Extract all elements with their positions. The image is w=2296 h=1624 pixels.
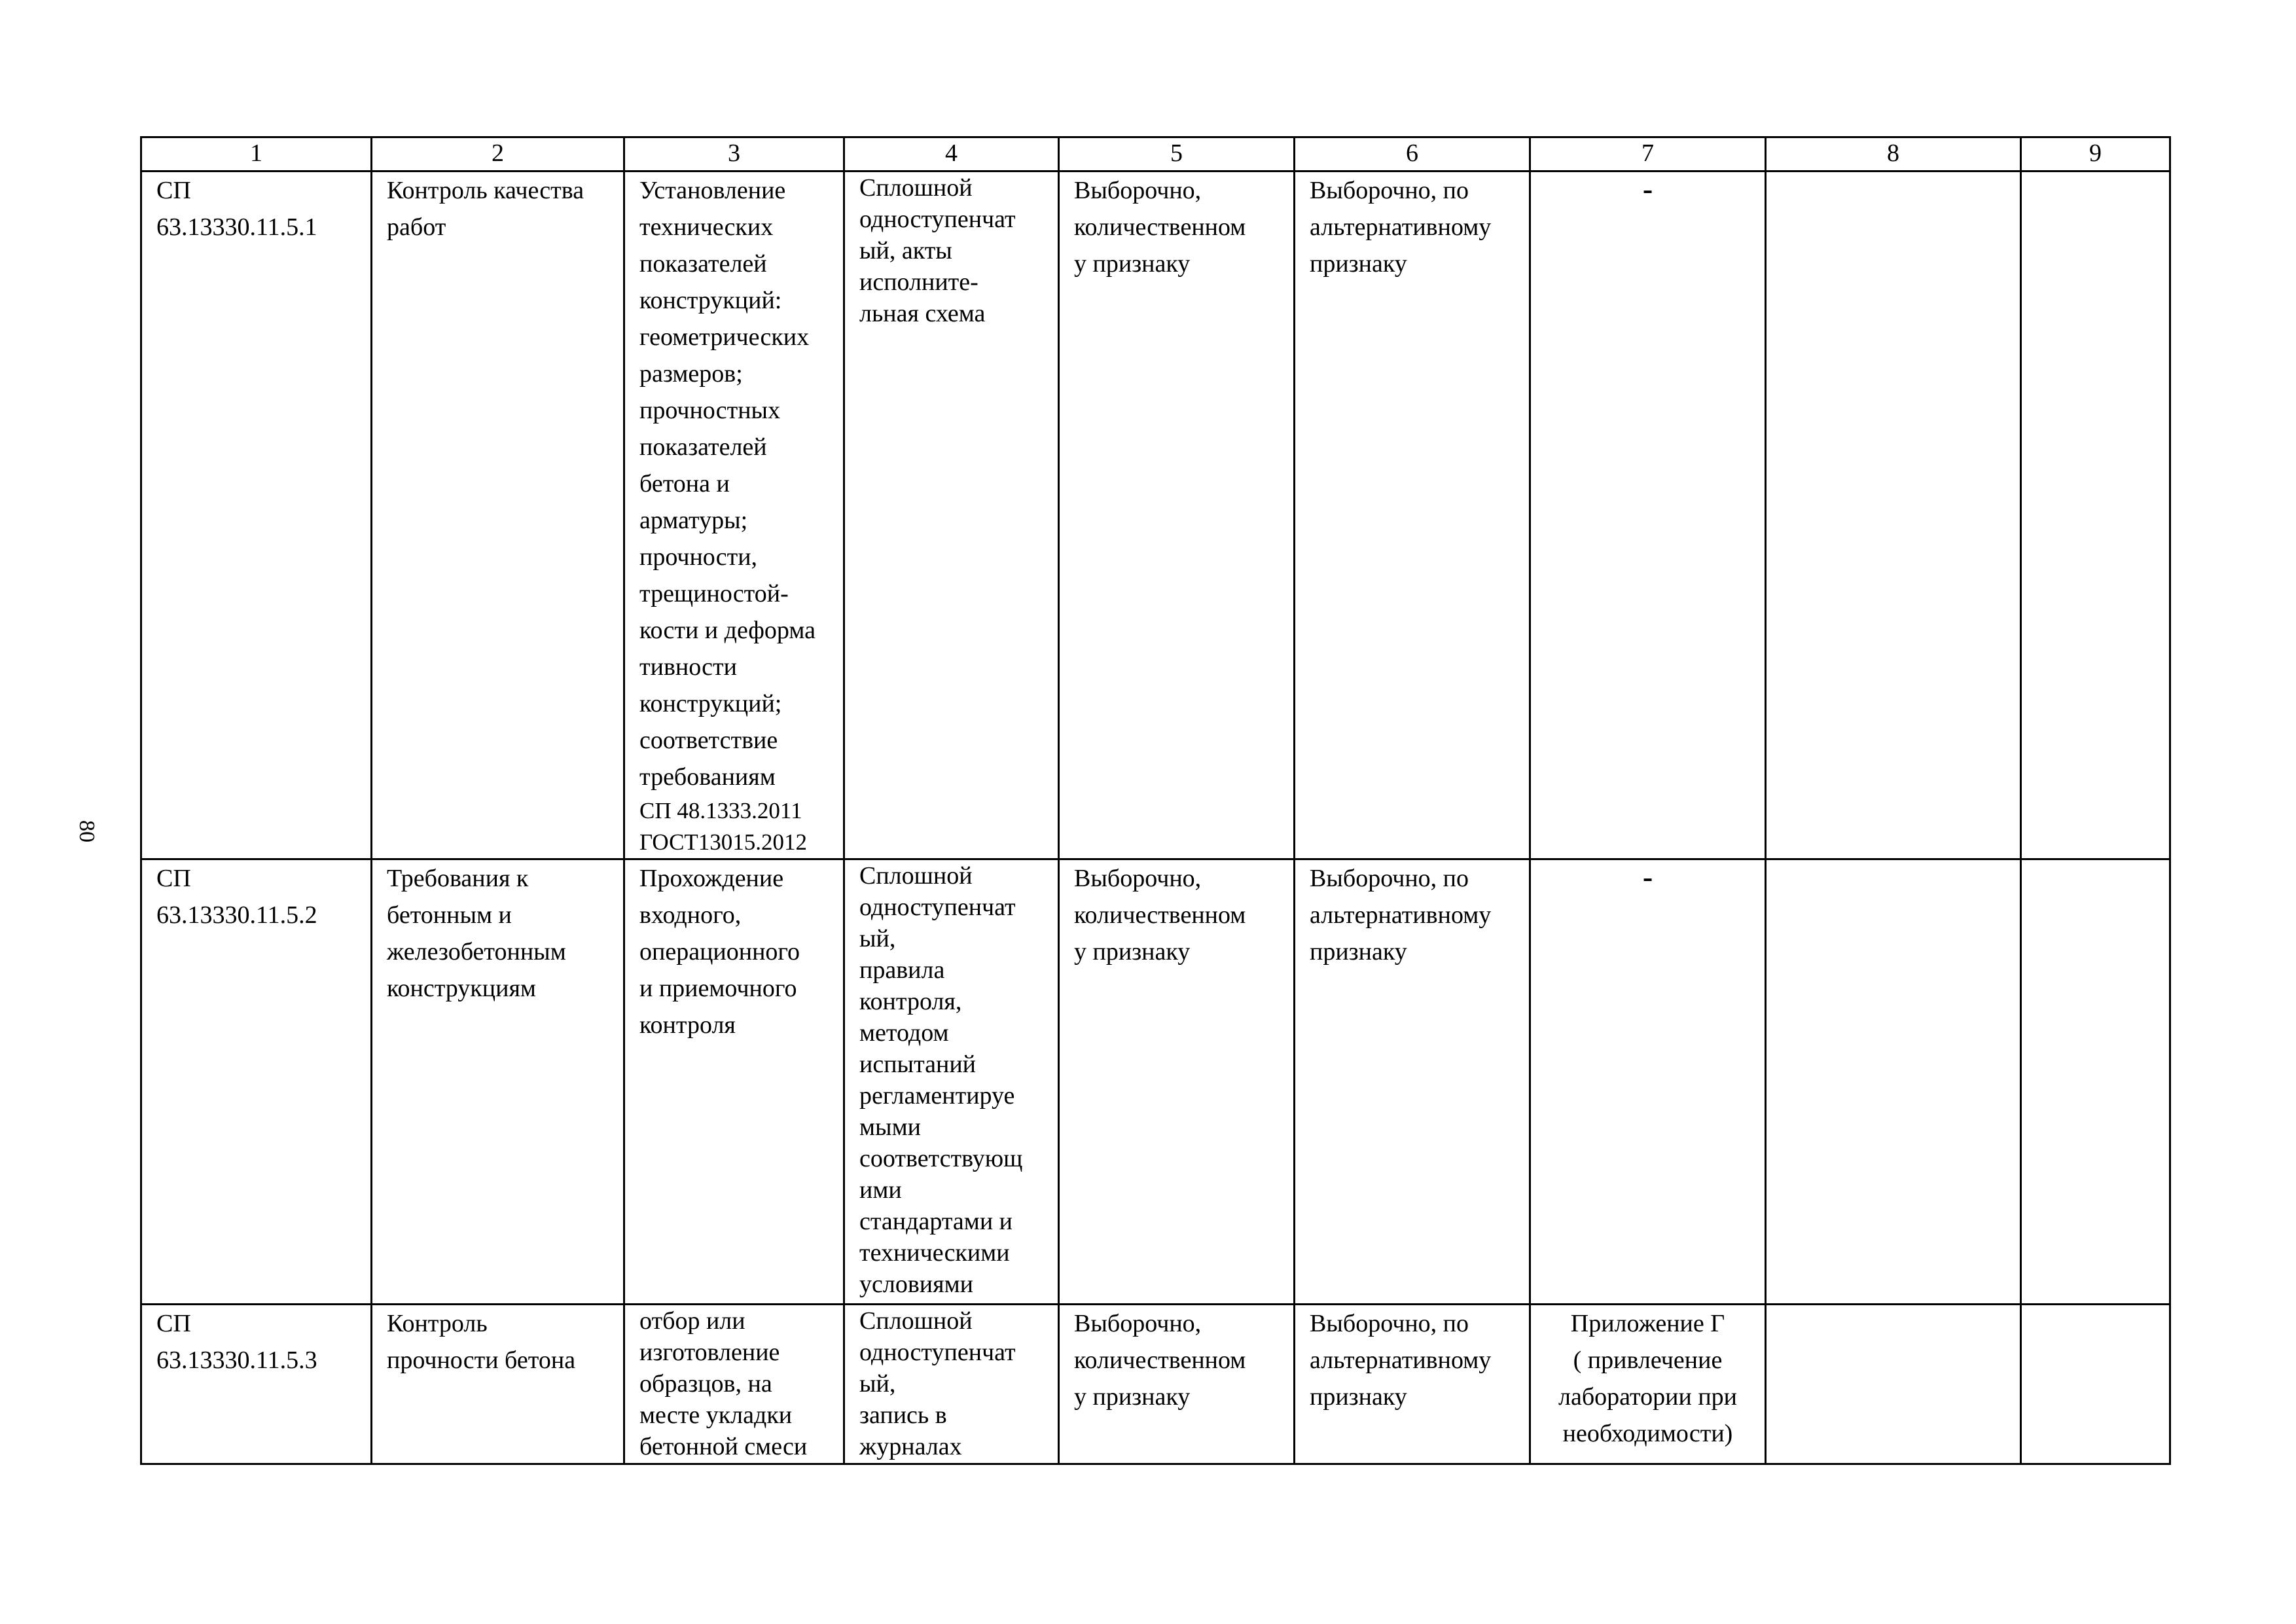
cell-text-line: Выборочно,	[1074, 177, 1202, 204]
cell-text-line: образцов, на	[639, 1370, 772, 1398]
cell-empty	[2021, 171, 2170, 859]
cell-text-line: СП 48.1333.2011	[639, 798, 802, 823]
cell-text-line: отбор или	[639, 1307, 745, 1335]
cell-document	[141, 859, 372, 1305]
cell-empty	[1766, 171, 2021, 859]
cell-text-line: ый,	[859, 1370, 896, 1398]
cell-empty	[2021, 859, 2170, 1305]
table-row	[141, 859, 2170, 1305]
cell-text-line: СП	[156, 177, 191, 204]
cell-text-line: признаку	[1310, 250, 1407, 278]
cell-text-line: железобетонным	[387, 938, 566, 965]
column-header: 8	[1766, 137, 2021, 171]
column-header: 1	[141, 137, 372, 171]
cell-text-line: альтернативному	[1310, 1346, 1492, 1374]
cell-text-line: Выборочно,	[1074, 1310, 1202, 1337]
cell-method	[844, 1305, 1059, 1464]
cell-text-line: конструкций:	[639, 287, 782, 314]
cell-text-line: Приложение Г	[1570, 1310, 1725, 1337]
cell-text-line: испытаний	[859, 1051, 977, 1078]
cell-text-line: прочностных	[639, 397, 781, 424]
cell-text-line: конструкциям	[387, 975, 536, 1002]
cell-text-line: правила	[859, 956, 945, 984]
cell-lab: -	[1530, 171, 1766, 859]
cell-text-line: показателей	[639, 250, 767, 278]
cell-object	[372, 1305, 624, 1464]
cell-text-line: Сплошной	[859, 174, 973, 202]
page-number: 80	[75, 820, 99, 842]
cell-text-line: операционного	[639, 938, 800, 965]
cell-text-line: 63.13330.11.5.3	[156, 1346, 317, 1374]
cell-text-line: одноступенчат	[859, 893, 1016, 921]
cell-text-line: техническими	[859, 1239, 1010, 1267]
cell-text-line: тивности	[639, 653, 737, 681]
cell-text-line: СП	[156, 865, 191, 892]
cell-text-line: количественном	[1074, 1346, 1246, 1374]
cell-empty	[2021, 1305, 2170, 1464]
cell-text-line: альтернативному	[1310, 901, 1492, 929]
cell-evaluation	[1295, 859, 1530, 1305]
cell-text-line: ГОСТ13015.2012	[639, 829, 808, 855]
cell-text-line: контроля,	[859, 988, 962, 1015]
cell-text-line: требованиям	[639, 763, 776, 791]
cell-text-line: регламентируе	[859, 1082, 1015, 1110]
cell-evaluation	[1295, 171, 1530, 859]
cell-text-line: прочности,	[639, 543, 758, 571]
cell-text-line: необходимости)	[1562, 1420, 1733, 1447]
cell-text-line: бетонной смеси	[639, 1433, 808, 1460]
cell-text-line: признаку	[1310, 938, 1407, 965]
cell-object	[372, 171, 624, 859]
column-header: 7	[1530, 137, 1766, 171]
cell-text-line: у признаку	[1074, 1383, 1191, 1411]
cell-text-line: показателей	[639, 433, 767, 461]
cell-text-line: бетона и	[639, 470, 730, 497]
cell-text-line: Требования к	[387, 865, 529, 892]
cell-text-line: Сплошной	[859, 862, 973, 890]
cell-text-line: льная схема	[859, 300, 986, 327]
cell-document	[141, 1305, 372, 1464]
cell-text-line: соответствие	[639, 727, 778, 754]
column-header: 3	[624, 137, 844, 171]
cell-text-line: изготовление	[639, 1339, 780, 1366]
cell-text-line: лаборатории при	[1558, 1383, 1737, 1411]
cell-text-line: Контроль качества	[387, 177, 584, 204]
cell-text-line: у признаку	[1074, 250, 1191, 278]
cell-indicators	[624, 1305, 844, 1464]
header-row	[141, 137, 2170, 171]
cell-text-line: ими	[859, 1176, 902, 1204]
cell-text-line: размеров;	[639, 360, 743, 388]
column-header: 6	[1295, 137, 1530, 171]
cell-text-line: арматуры;	[639, 507, 748, 534]
cell-text-line: Выборочно, по	[1310, 865, 1469, 892]
cell-text-line: Контроль	[387, 1310, 488, 1337]
cell-text-line: соответствующ	[859, 1145, 1023, 1172]
cell-text-line: исполните-	[859, 268, 978, 296]
cell-text-line: ( привлечение	[1573, 1346, 1723, 1374]
cell-text-line: технических	[639, 213, 774, 241]
cell-text-line: Установление	[639, 177, 786, 204]
cell-text-line: одноступенчат	[859, 1339, 1016, 1366]
cell-text-line: конструкций;	[639, 690, 782, 717]
cell-sampling	[1059, 1305, 1295, 1464]
cell-indicators	[624, 859, 844, 1305]
column-header: 5	[1059, 137, 1295, 171]
cell-text-line: стандартами и	[859, 1208, 1013, 1235]
cell-text-line: у признаку	[1074, 938, 1191, 965]
cell-text-line: альтернативному	[1310, 213, 1492, 241]
cell-text-line: геометрических	[639, 323, 810, 351]
cell-text-line: Выборочно, по	[1310, 1310, 1469, 1337]
cell-text-line: трещиностой-	[639, 580, 789, 607]
cell-text-line: журналах	[859, 1433, 962, 1460]
cell-text-line: контроля	[639, 1011, 736, 1039]
control-table	[140, 136, 2171, 1465]
cell-method	[844, 859, 1059, 1305]
cell-evaluation	[1295, 1305, 1530, 1464]
cell-text-line: и приемочного	[639, 975, 797, 1002]
cell-object	[372, 859, 624, 1305]
cell-text-line: одноступенчат	[859, 206, 1016, 233]
cell-text-line: кости и деформа	[639, 617, 816, 644]
cell-empty	[1766, 1305, 2021, 1464]
cell-sampling	[1059, 859, 1295, 1305]
column-header: 9	[2021, 137, 2170, 171]
cell-text-line: Прохождение	[639, 865, 784, 892]
cell-text-line: 63.13330.11.5.1	[156, 213, 317, 241]
cell-text-line: входного,	[639, 901, 742, 929]
cell-text-line: признаку	[1310, 1383, 1407, 1411]
cell-text-line: количественном	[1074, 213, 1246, 241]
cell-sampling	[1059, 171, 1295, 859]
cell-text-line: количественном	[1074, 901, 1246, 929]
column-header: 2	[372, 137, 624, 171]
cell-text-line: СП	[156, 1310, 191, 1337]
cell-text-line: Выборочно,	[1074, 865, 1202, 892]
cell-text-line: ый, акты	[859, 237, 952, 264]
table-row	[141, 1305, 2170, 1464]
column-header: 4	[844, 137, 1059, 171]
cell-empty	[1766, 859, 2021, 1305]
cell-document	[141, 171, 372, 859]
cell-text-line: бетонным и	[387, 901, 512, 929]
cell-text-line: работ	[387, 213, 446, 241]
cell-lab: -	[1530, 859, 1766, 1305]
cell-text-line: 63.13330.11.5.2	[156, 901, 317, 929]
cell-text-line: ый,	[859, 925, 896, 952]
cell-text-line: условиями	[859, 1271, 973, 1298]
cell-text-line: месте укладки	[639, 1401, 793, 1429]
cell-text-line: методом	[859, 1019, 949, 1047]
cell-indicators	[624, 171, 844, 859]
cell-text-line: Сплошной	[859, 1307, 973, 1335]
cell-text-line: прочности бетона	[387, 1346, 576, 1374]
cell-text-line: запись в	[859, 1401, 947, 1429]
cell-text-line: мыми	[859, 1113, 921, 1141]
cell-method	[844, 171, 1059, 859]
cell-text-line: Выборочно, по	[1310, 177, 1469, 204]
table-row	[141, 171, 2170, 859]
cell-lab	[1530, 1305, 1766, 1464]
